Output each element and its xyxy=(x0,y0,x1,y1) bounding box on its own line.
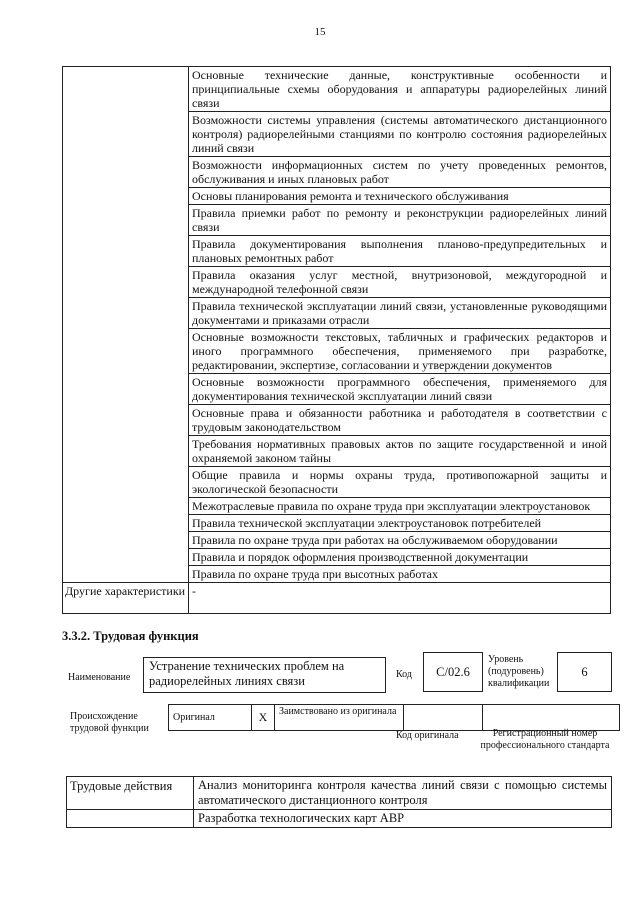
labor-action-row xyxy=(67,777,612,810)
labor-action-item: Разработка технологических карт АВР xyxy=(194,810,612,828)
registration-number-cell xyxy=(483,705,620,731)
knowledge-item: Требования нормативных правовых актов по защите государственной и иной охраняемой законом тайны xyxy=(189,436,611,467)
registration-number-caption: Регистрационный номер профессионального стандарта xyxy=(480,728,610,751)
other-characteristics-row xyxy=(63,583,611,614)
other-characteristics-value: - xyxy=(189,583,611,614)
knowledge-item: Основные возможности программного обеспечения, применяемого для документирования технической эксплуатации линий связи xyxy=(189,374,611,405)
knowledge-item: Правила по охране труда при работах на обслуживаемом оборудовании xyxy=(189,532,611,549)
knowledge-item: Правила документирования выполнения планово-предупредительных и плановых ремонтных работ xyxy=(189,236,611,267)
knowledge-item: Основные возможности текстовых, табличных и графических редакторов и иного программного обеспечения, применяемого при разработке, редактировании, экспертизе, согласовании и утверждении документов xyxy=(189,329,611,374)
knowledge-item: Основы планирования ремонта и технического обслуживания xyxy=(189,188,611,205)
labor-action-row xyxy=(67,810,612,828)
original-code-cell xyxy=(404,705,483,731)
knowledge-item: Правила оказания услуг местной, внутризоновой, междугородной и международной телефонной связи xyxy=(189,267,611,298)
function-code-label: Код xyxy=(396,669,412,680)
labor-actions-table xyxy=(66,776,612,828)
knowledge-item: Основные права и обязанности работника и работодателя в соответствии с трудовым законодательством xyxy=(189,405,611,436)
knowledge-item: Правила технической эксплуатации линий связи, установленные руководящими документами и приказами отрасли xyxy=(189,298,611,329)
knowledge-item: Правила технической эксплуатации электроустановок потребителей xyxy=(189,515,611,532)
knowledge-item: Основные технические данные, конструктивные особенности и принципиальные схемы оборудования и аппаратуры радиорелейных линий связи xyxy=(189,67,611,112)
knowledge-item: Возможности системы управления (системы автоматического дистанционного контроля) радиорелейными станциями по контролю состояния радиорелейных линий связи xyxy=(189,112,611,157)
function-code-value: C/02.6 xyxy=(423,652,483,692)
knowledge-item: Правила приемки работ по ремонту и реконструкции радиорелейных линий связи xyxy=(189,205,611,236)
labor-actions-label-empty xyxy=(67,810,194,828)
labor-actions-label: Трудовые действия xyxy=(67,777,194,810)
knowledge-table xyxy=(62,66,611,614)
knowledge-item: Возможности информационных систем по учету проведенных ремонтов, обслуживания и иных плановых работ xyxy=(189,157,611,188)
page-number: 15 xyxy=(314,26,326,38)
function-name-value: Устранение технических проблем на радиорелейных линиях связи xyxy=(143,657,386,693)
qualification-level-value: 6 xyxy=(557,652,612,692)
original-code-caption: Код оригинала xyxy=(396,730,459,741)
knowledge-item: Правила по охране труда при высотных работах xyxy=(189,566,611,583)
original-label: Оригинал xyxy=(169,705,252,731)
labor-action-item: Анализ мониторинга контроля качества линий связи с помощью системы автоматического дистанционного контроля xyxy=(194,777,612,810)
origin-row xyxy=(169,705,620,731)
original-mark: X xyxy=(252,705,275,731)
qualification-level-label: Уровень (подуровень) квалификации xyxy=(488,654,550,689)
section-title: 3.3.2. Трудовая функция xyxy=(62,629,199,643)
borrowed-label: Заимствовано из оригинала xyxy=(275,705,404,731)
knowledge-row xyxy=(63,67,611,112)
other-characteristics-label: Другие характеристики xyxy=(63,583,189,614)
knowledge-item: Межотраслевые правила по охране труда при эксплуатации электроустановок xyxy=(189,498,611,515)
function-origin-label: Происхождение трудовой функции xyxy=(70,711,149,734)
function-name-label: Наименование xyxy=(68,672,131,683)
knowledge-item: Общие правила и нормы охраны труда, противопожарной защиты и экологической безопасности xyxy=(189,467,611,498)
origin-table xyxy=(168,704,620,731)
knowledge-item: Правила и порядок оформления производственной документации xyxy=(189,549,611,566)
knowledge-label-cell xyxy=(63,67,189,583)
